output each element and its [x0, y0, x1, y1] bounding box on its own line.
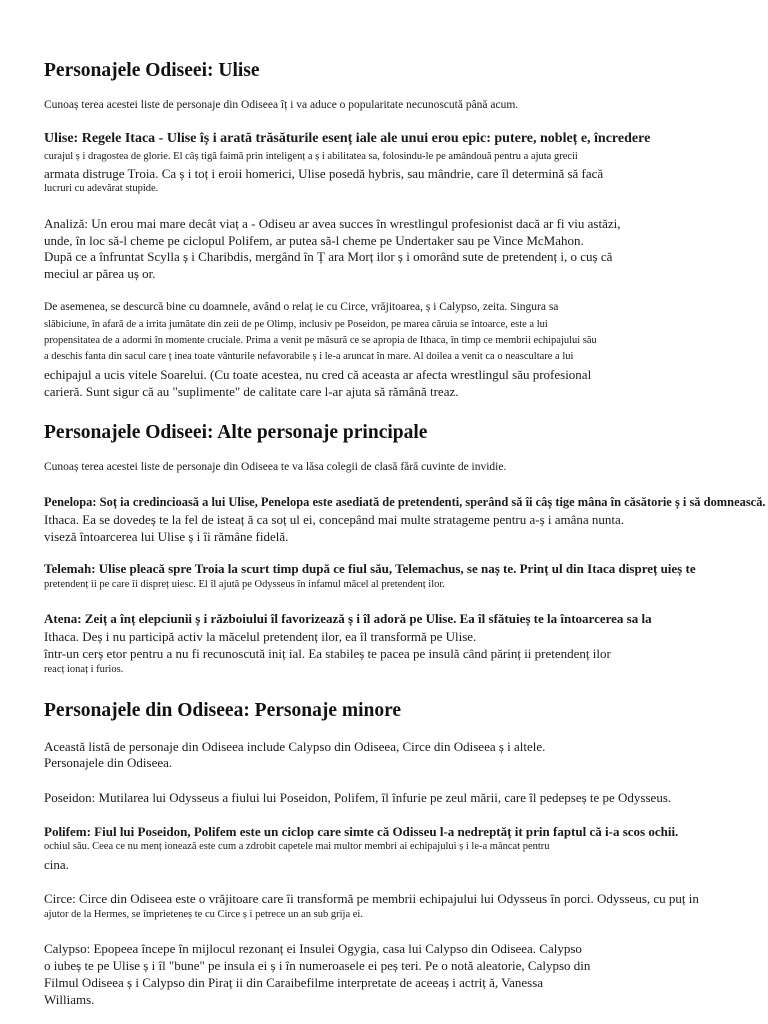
- paragraph-lead: Ulise: Regele Itaca - Ulise îș i arată trăsăturile esenț iale ale unui erou epic: putere, nobleț e, încredere: [44, 131, 651, 146]
- paragraph-line: După ce a înfruntat Scylla ș i Charibdis, mergând în Ț ara Morț ilor ș i omorând sute de pretendenț i, o cuș că: [44, 249, 613, 264]
- paragraph-lead: Penelopa: Soț ia credincioasă a lui Ulise, Penelopa este asediată de pretendenti, sperând să îi câș tige mâna în căsătorie ș i să domnească.: [44, 494, 766, 509]
- paragraph-lead: Polifem: Fiul lui Poseidon, Polifem este un ciclop care simte că Odisseu l-a nedreptăț it prin faptul că i-a scos ochii.: [44, 824, 679, 839]
- paragraph-line: De asemenea, se descurcă bine cu doamnele, având o relaț ie cu Circe, vrăjitoarea, ș i Calypso, zeita. Singura sa: [44, 301, 559, 313]
- paragraph-line: Poseidon: Mutilarea lui Odysseus a fiului lui Poseidon, Polifem, îl înfurie pe zeul mării, care îl pedepseș te pe Odysseus.: [44, 790, 672, 805]
- paragraph-line: Circe: Circe din Odiseea este o vrăjitoare care îi transformă pe membrii echipajului lui Odysseus în porci. Odysseus, cu puț in: [44, 891, 699, 906]
- section-title: Personajele Odiseei: Ulise: [44, 60, 260, 81]
- paragraph-line: carieră. Sunt sigur că au "suplimente" de calitate care l-ar ajuta să rămână treaz.: [44, 384, 459, 399]
- paragraph-line: echipajul a ucis vitele Soarelui. (Cu toate acestea, nu cred că aceasta ar afecta wrestlingul său profesional: [44, 367, 592, 382]
- paragraph-lead: Atena: Zeiț a înț elepciunii ș i războiului îl favorizează ș i îl adoră pe Ulise. Ea îl sfătuieș te la întoarcerea sa la: [44, 611, 652, 626]
- paragraph-line: Personajele din Odiseea.: [44, 755, 173, 770]
- paragraph-line: ochiul său. Ceea ce nu menț ionează este cum a zdrobit capetele mai multor membri ai echipajului ș i le-a mâncat pentru: [44, 841, 550, 852]
- paragraph-line: Această listă de personaje din Odiseea include Calypso din Odiseea, Circe din Odiseea ș i altele.: [44, 739, 546, 754]
- paragraph-line: Ithaca. Ea se dovedeș te la fel de isteaț ă ca soț ul ei, concepând mai multe stratageme pentru a-ș i amâna nunta.: [44, 512, 625, 527]
- paragraph-line: cina.: [44, 857, 69, 872]
- paragraph-line: unde, în loc să-l cheme pe ciclopul Polifem, ar putea să-l cheme pe Undertaker sau pe Vince McMahon.: [44, 233, 584, 248]
- paragraph-line: Filmul Odiseea ș i Calypso din Piraț ii din Caraibefilme interpretate de aceeaș i actriț ă, Vanessa: [44, 975, 544, 990]
- paragraph-line: lucruri cu adevărat stupide.: [44, 183, 159, 194]
- section-title: Personajele din Odiseea: Personaje minore: [44, 700, 402, 721]
- section-intro: Cunoaș terea acestei liste de personaje din Odiseea te va lăsa colegii de clasă fără cuvinte de invidie.: [44, 461, 507, 473]
- paragraph-line: ajutor de la Hermes, se împrieteneș te cu Circe ș i petrece un an sub grija ei.: [44, 909, 363, 920]
- section-title: Personajele Odiseei: Alte personaje principale: [44, 422, 428, 443]
- paragraph-line: pretendenț ii pe care îi dispreț uiesc. El îl ajută pe Odysseus în infamul măcel al pretendenț ilor.: [44, 579, 445, 590]
- paragraph-line: Ithaca. Deș i nu participă activ la măcelul pretendenț ilor, ea îl transformă pe Ulise.: [44, 629, 477, 644]
- paragraph-line: Analiză: Un erou mai mare decât viaț a - Odiseu ar avea succes în wrestlingul profesionist dacă ar fi viu astăzi,: [44, 216, 621, 231]
- paragraph-line: Williams.: [44, 992, 95, 1007]
- paragraph-line: reacț ionaț i furios.: [44, 664, 124, 675]
- paragraph-line: propensitatea de a adormi în momente cruciale. Prima a venit pe măsură ce se apropia de Ithaca, în timp ce membrii echipajului său: [44, 335, 597, 346]
- paragraph-line: slăbiciune, în afară de a irrita jumătate din zeii de pe Olimp, inclusiv pe Poseidon, pe marea căruia se întoarce, este a lui: [44, 319, 548, 330]
- paragraph-line: armata distruge Troia. Ca ș i toț i eroii homerici, Ulise posedă hybris, sau mândrie, care îl determină să facă: [44, 166, 604, 181]
- paragraph-line: într-un cerș etor pentru a nu fi recunoscută iniț ial. Ea stabileș te pacea pe insulă când părinț ii pretendenț ilor: [44, 646, 611, 661]
- paragraph-line: Calypso: Epopeea începe în mijlocul rezonanț ei Insulei Ogygia, casa lui Calypso din Odiseea. Calypso: [44, 941, 582, 956]
- paragraph-line: viseză întoarcerea lui Ulise ș i îi rămâne fidelă.: [44, 529, 289, 544]
- section-intro: Cunoaș terea acestei liste de personaje din Odiseea îț i va aduce o popularitate necunoscută până acum.: [44, 99, 519, 111]
- paragraph-line: meciul ar părea uș or.: [44, 266, 156, 281]
- paragraph-lead: Telemah: Ulise pleacă spre Troia la scurt timp după ce fiul său, Telemachus, se naș te. Prinț ul din Itaca dispreț uieș te: [44, 561, 696, 576]
- paragraph-line: o iubeș te pe Ulise ș i îl "bune" pe insula ei ș i în numeroasele ei peș teri. Pe o notă aleatorie, Calypso din: [44, 958, 591, 973]
- paragraph-line: a deschis fanta din sacul care ț inea toate vânturile nefavorabile ș i le-a aruncat în mare. Al doilea a venit ca o neascultare a lui: [44, 351, 574, 362]
- paragraph-line: curajul ș i dragostea de glorie. El câș tigă faimă prin inteligenț a ș i abilitatea sa, folosindu-le pe amândouă pentru a ajuta grecii: [44, 151, 578, 162]
